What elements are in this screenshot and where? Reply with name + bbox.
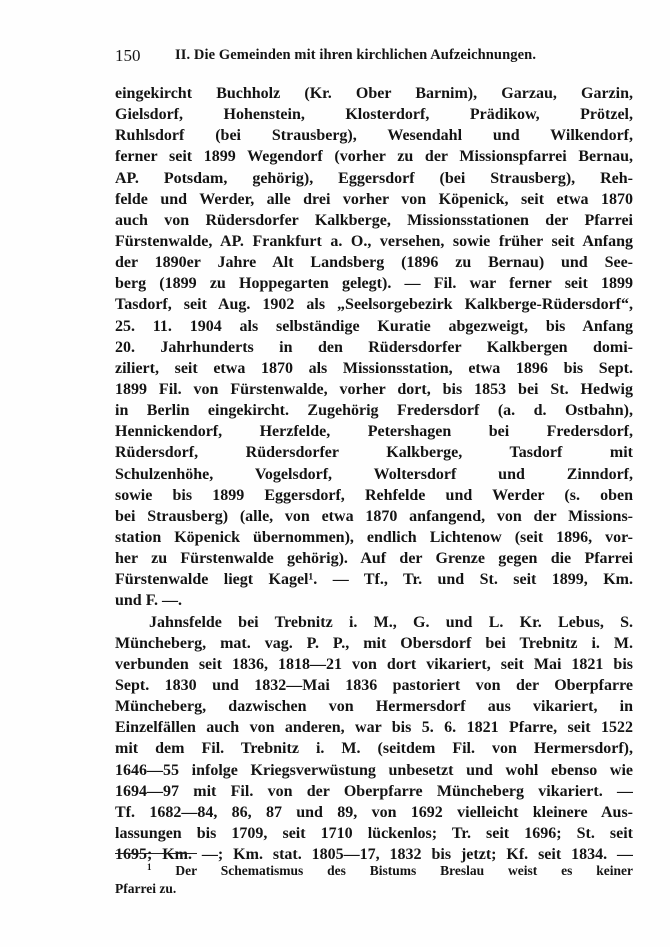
text-line: ziliert, seit etwa 1870 als Missionsstation, etwa 1896 bis Sept.	[115, 359, 633, 377]
footnote-line	[115, 862, 633, 880]
text-line: berg (1899 zu Hoppegarten gelegt). — Fil. war ferner seit 1899	[115, 275, 633, 293]
footnote-line: Pfarrei zu.	[115, 881, 177, 896]
page-header	[115, 46, 635, 70]
footnote-text: Der Schematismus des Bistums Breslau weist es keiner	[175, 863, 633, 878]
text-line: verbunden seit 1836, 1818—21 von dort vikariert, seit Mai 1821 bis	[115, 655, 633, 673]
text-line: Müncheberg, mat. vag. P. P., mit Obersdorf bei Trebnitz i. M.	[115, 634, 633, 652]
text-line: Müncheberg, dazwischen von Hermersdorf aus vikariert, in	[115, 698, 633, 716]
text-line: AP. Potsdam, gehörig), Eggersdorf (bei Strausberg), Reh-	[115, 169, 633, 187]
page-number: 150	[115, 46, 141, 65]
text-line: 20. Jahrhunderts in den Rüdersdorfer Kalkbergen domi-	[115, 338, 633, 356]
text-line: der 1890er Jahre Alt Landsberg (1896 zu Bernau) und See-	[115, 254, 633, 272]
text-line: Fürstenwalde, AP. Frankfurt a. O., versehen, sowie früher seit Anfang	[115, 232, 633, 250]
footnote-marker: 1	[147, 862, 152, 872]
text-line: Tasdorf, seit Aug. 1902 als „Seelsorgebezirk Kalkberge-Rüdersdorf“,	[115, 296, 633, 314]
text-line: und F. —.	[115, 592, 182, 610]
text-line: Fürstenwalde liegt Kagel¹. — Tf., Tr. und St. seit 1899, Km.	[115, 571, 633, 589]
text-line: 1646—55 infolge Kriegsverwüstung unbesetzt und wohl ebenso wie	[115, 761, 633, 779]
text-line: mit dem Fil. Trebnitz i. M. (seitdem Fil. von Hermersdorf),	[115, 740, 633, 758]
text-line: 1694—97 mit Fil. von der Oberpfarre Müncheberg vikariert. —	[115, 782, 633, 800]
text-line: Sept. 1830 und 1832—Mai 1836 pastoriert von der Oberpfarre	[115, 676, 633, 694]
footnotes	[115, 862, 633, 898]
text-line: ferner seit 1899 Wegendorf (vorher zu der Missionspfarrei Bernau,	[115, 148, 633, 166]
text-line: 25. 11. 1904 als selbständige Kuratie abgezweigt, bis Anfang	[115, 317, 633, 335]
text-line: eingekircht Buchholz (Kr. Ober Barnim), Garzau, Garzin,	[115, 85, 633, 102]
text-line: sowie bis 1899 Eggersdorf, Rehfelde und Werder (s. oben	[115, 486, 633, 504]
body-text	[115, 83, 633, 865]
text-line: Schulzenhöhe, Vogelsdorf, Woltersdorf und Zinndorf,	[115, 465, 633, 483]
text-line: Einzelfällen auch von anderen, war bis 5. 6. 1821 Pfarre, seit 1522	[115, 719, 633, 737]
text-line: Gielsdorf, Hohenstein, Klosterdorf, Prädikow, Prötzel,	[115, 106, 633, 124]
text-line: bei Strausberg) (alle, von etwa 1870 anfangend, von der Missions-	[115, 507, 633, 525]
text-line: felde und Werder, alle drei vorher von Köpenick, seit etwa 1870	[115, 190, 633, 208]
text-line: 1695; Km. —; Km. stat. 1805—17, 1832 bis jetzt; Kf. seit 1834. —	[115, 846, 633, 864]
entry-heading-line: Jahnsfelde bei Trebnitz i. M., G. und L. Kr. Lebus, S.	[149, 613, 633, 631]
text-line: auch von Rüdersdorfer Kalkberge, Missionsstationen der Pfarrei	[115, 211, 633, 229]
footnote-divider	[115, 853, 197, 854]
text-line: station Köpenick übernommen), endlich Lichtenow (seit 1896, vor-	[115, 528, 633, 546]
text-line: Tf. 1682—84, 86, 87 und 89, von 1692 vielleicht kleinere Aus-	[115, 803, 633, 821]
text-line: her zu Fürstenwalde gehörig). Auf der Grenze gegen die Pfarrei	[115, 550, 633, 568]
text-line: Ruhlsdorf (bei Strausberg), Wesendahl und Wilkendorf,	[115, 127, 633, 145]
text-line: in Berlin eingekircht. Zugehörig Fredersdorf (a. d. Ostbahn),	[115, 402, 633, 420]
text-line: 1899 Fil. von Fürstenwalde, vorher dort, bis 1853 bei St. Hedwig	[115, 380, 633, 398]
text-line: lassungen bis 1709, seit 1710 lückenlos; Tr. seit 1696; St. seit	[115, 824, 633, 842]
running-head: II. Die Gemeinden mit ihren kirchlichen Aufzeichnungen.	[175, 47, 537, 63]
text-line: Hennickendorf, Herzfelde, Petershagen bei Fredersdorf,	[115, 423, 633, 441]
text-line: Rüdersdorf, Rüdersdorfer Kalkberge, Tasdorf mit	[115, 444, 633, 462]
